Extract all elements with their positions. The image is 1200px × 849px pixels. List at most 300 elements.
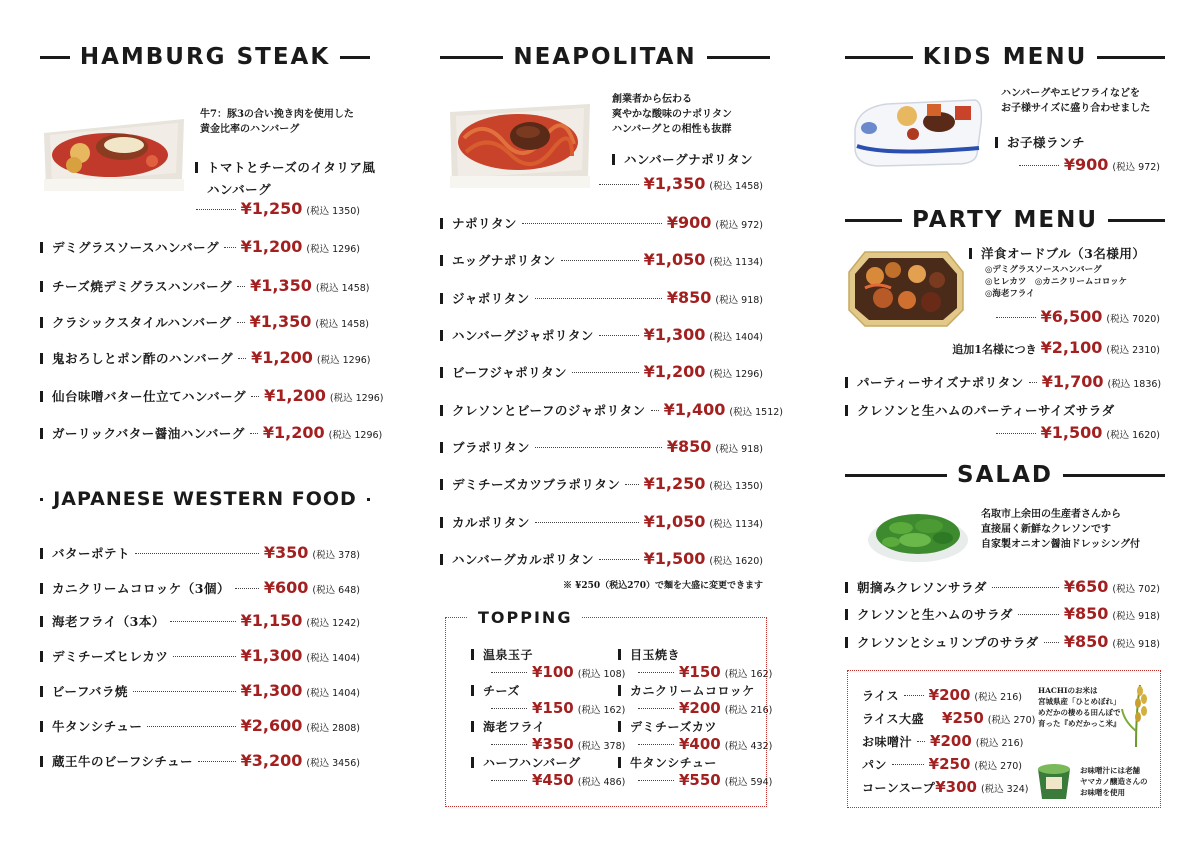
menu-item[interactable]: [845, 577, 1160, 597]
menu-item[interactable]: [40, 611, 360, 631]
neapolitan-desc: [612, 92, 732, 137]
item-tax: (税込 1404): [709, 332, 763, 343]
item-price: ¥250: [942, 709, 984, 727]
item-name: ブラポリタン: [452, 440, 531, 455]
item-tax: (税込 216): [975, 738, 1024, 749]
item-price: ¥1,500: [1040, 423, 1103, 442]
note-line: お味噌汁には老舗: [1080, 766, 1140, 775]
item-price: ¥900: [1063, 155, 1109, 174]
item-price: ¥850: [666, 288, 712, 307]
item-tax: (税込 1458): [709, 181, 763, 192]
hamburg-photo: [40, 115, 188, 193]
menu-item[interactable]: [40, 237, 360, 257]
item-tax: (税込 162): [724, 669, 773, 680]
item-tax: (税込 1134): [709, 257, 763, 268]
side-item[interactable]: [862, 755, 1022, 773]
item-price: ¥300: [935, 778, 977, 796]
bullet-mark: [618, 649, 621, 660]
menu-item[interactable]: [845, 604, 1160, 624]
desc-line: ハンバーグとの相性も抜群: [612, 124, 732, 135]
item-tax: (税込 1296): [316, 355, 371, 366]
item-tax: (税込 108): [577, 669, 626, 680]
desc-line: 直接届く新鮮なクレソンです: [981, 524, 1111, 535]
item-price: ¥1,200: [643, 362, 706, 381]
menu-item[interactable]: [440, 437, 763, 457]
item-name: クレソンとシュリンプのサラダ: [857, 635, 1039, 650]
topping-price-row: [486, 663, 625, 681]
item-name: ジャポリタン: [452, 291, 530, 306]
item-name: 海老フライ: [483, 720, 546, 734]
desc-line: 黄金比率のハンバーグ: [200, 124, 300, 135]
item-tax: (税込 1836): [1107, 379, 1162, 390]
japanese-title: JAPANESE WESTERN FOOD: [53, 488, 357, 510]
item-price: ¥400: [679, 735, 721, 753]
item-price: ¥850: [1063, 604, 1109, 623]
bullet-mark: [845, 637, 848, 648]
dot-leader: [1019, 165, 1059, 166]
neapolitan-feature-price: [594, 174, 763, 193]
bullet-mark: [440, 218, 443, 229]
item-tax: (税込 324): [980, 784, 1029, 795]
topping-item[interactable]: [618, 718, 717, 735]
miso-cup-icon: [1034, 759, 1074, 803]
bullet-mark: [618, 757, 621, 768]
item-name: デミチーズカツ: [630, 720, 717, 734]
item-tax: (税込 1620): [709, 556, 763, 567]
note-line: めだかの棲める田んぼで: [1038, 708, 1121, 717]
menu-item[interactable]: [440, 362, 763, 382]
item-tax: (税込 918): [1112, 639, 1160, 650]
item-tax: (税込 432): [724, 741, 773, 752]
desc-line: 自家製オニオン醤油ドレッシング付: [981, 539, 1141, 550]
item-tax: (税込 972): [1112, 162, 1160, 173]
column-left: [40, 0, 384, 849]
bullet-mark: [471, 685, 474, 696]
dot-leader: [992, 587, 1059, 588]
item-price: ¥1,700: [1041, 372, 1104, 391]
dot-leader: [198, 761, 236, 762]
dot-leader: [491, 672, 527, 673]
bullet-mark: [195, 162, 198, 173]
side-item[interactable]: [862, 778, 1029, 796]
menu-item[interactable]: [40, 681, 360, 701]
menu-item[interactable]: [40, 716, 360, 736]
menu-item[interactable]: [40, 276, 370, 296]
dot-leader: [535, 298, 662, 299]
neapolitan-feature[interactable]: [612, 150, 770, 170]
menu-item[interactable]: [40, 348, 371, 368]
dot-leader: [599, 184, 639, 185]
topping-price-row: [633, 699, 772, 717]
item-name: デミグラスソースハンバーグ: [52, 240, 220, 255]
desc-line: お子様サイズに盛り合わせました: [1001, 103, 1151, 114]
item-price: ¥450: [532, 771, 574, 789]
item-price: ¥1,200: [251, 348, 313, 367]
bullet-mark: [471, 721, 474, 732]
dot-leader: [235, 588, 259, 589]
dot-leader: [491, 708, 527, 709]
item-name: ライス大盛: [862, 712, 925, 726]
item-name: チーズ: [483, 684, 520, 698]
item-name: お味噌汁: [862, 735, 913, 749]
bullet-mark: [440, 330, 443, 341]
divider: [340, 56, 370, 59]
dot-leader: [638, 744, 674, 745]
item-name: ライス: [862, 689, 900, 703]
salad-header: [845, 460, 1165, 490]
item-tax: (税込 1620): [1106, 430, 1160, 441]
topping-price-row: [486, 771, 625, 789]
bullet-mark: [40, 583, 43, 594]
kids-item[interactable]: [995, 133, 1165, 153]
menu-item[interactable]: [845, 372, 1160, 392]
bullet-mark: [845, 405, 848, 416]
desc-line: 名取市上余田の生産者さんから: [981, 509, 1121, 520]
item-tax: (税込 702): [1112, 584, 1160, 595]
item-price: ¥1,500: [643, 549, 706, 568]
divider: [1108, 219, 1165, 222]
item-tax: (税込 1404): [306, 653, 360, 664]
note-line: 育った『めだかっこ米』: [1038, 719, 1121, 728]
kids-title: KIDS MENU: [922, 44, 1088, 70]
hamburg-desc: [200, 107, 354, 137]
dot-leader: [196, 209, 236, 210]
kids-item-price: [1014, 155, 1160, 174]
item-name: バターポテト: [52, 546, 131, 561]
topping-item[interactable]: [618, 646, 680, 663]
neapolitan-header: [440, 42, 770, 72]
item-name: ハンバーグジャポリタン: [452, 328, 594, 343]
party-title: PARTY MENU: [911, 207, 1099, 233]
hamburg-feature-price: [191, 199, 360, 218]
item-price: ¥900: [666, 213, 712, 232]
item-name: クラシックスタイルハンバーグ: [52, 315, 232, 330]
dot-leader: [892, 764, 924, 765]
item-name: エッグナポリタン: [452, 253, 556, 268]
menu-item[interactable]: [440, 549, 763, 569]
desc-line: ハンバーグやエビフライなどを: [1001, 88, 1140, 99]
dot-leader: [237, 322, 245, 323]
item-name: ハーフハンバーグ: [483, 756, 581, 770]
divider: [845, 56, 913, 59]
dot-leader: [491, 744, 527, 745]
party-header: [845, 205, 1165, 235]
menu-item[interactable]: [40, 423, 383, 443]
item-tax: (税込 918): [715, 295, 763, 306]
item-tax: (税込 1134): [709, 519, 763, 530]
item-name: カニクリームコロッケ（3個）: [52, 581, 230, 596]
party-feature-price: [991, 307, 1160, 326]
hamburg-feature[interactable]: [195, 158, 376, 178]
contents-line: ◎デミグラスソースハンバーグ: [985, 265, 1102, 275]
item-price: ¥1,200: [264, 386, 326, 405]
item-price: ¥1,250: [643, 474, 706, 493]
dot-leader: [651, 410, 659, 411]
item-name: 温泉玉子: [483, 648, 534, 662]
topping-price-row: [486, 699, 625, 717]
dot-leader: [133, 691, 236, 692]
salad-title: SALAD: [957, 462, 1053, 488]
item-tax: (税込 1296): [329, 393, 384, 404]
item-tax: (税込 2310): [1106, 345, 1160, 356]
bullet-mark: [471, 649, 474, 660]
menu-item[interactable]: [440, 400, 783, 420]
menu-item[interactable]: [40, 578, 360, 598]
dot-leader: [996, 317, 1036, 318]
dot-leader: [535, 447, 662, 448]
sides-box: [847, 670, 1161, 808]
dot-leader: [251, 396, 259, 397]
item-name: クレソンとビーフのジャポリタン: [452, 403, 646, 418]
dot-leader: [491, 780, 527, 781]
item-name: 海老フライ（3本）: [52, 614, 165, 629]
desc-line: 創業者から伝わる: [612, 94, 692, 105]
divider: [367, 498, 370, 501]
neapolitan-photo: [444, 98, 594, 190]
bullet-mark: [845, 377, 848, 388]
item-tax: (税込 1350): [306, 206, 360, 217]
divider: [707, 56, 770, 59]
topping-item[interactable]: [618, 682, 755, 699]
bullet-mark: [40, 616, 43, 627]
dot-leader: [1018, 614, 1059, 615]
divider: [845, 474, 947, 477]
item-price: ¥1,200: [262, 423, 325, 442]
item-price: ¥350: [532, 735, 574, 753]
item-tax: (税込 918): [1112, 611, 1160, 622]
dot-leader: [599, 335, 639, 336]
item-tax: (税込 378): [577, 741, 626, 752]
item-price: ¥3,200: [240, 751, 303, 770]
miso-note: [1080, 765, 1148, 798]
column-middle: [440, 0, 783, 849]
dot-leader: [996, 433, 1036, 434]
menu-item[interactable]: [40, 646, 360, 666]
item-tax: (税込 1296): [306, 244, 360, 255]
bullet-mark: [440, 479, 443, 490]
menu-item[interactable]: [440, 325, 763, 345]
dot-leader: [638, 708, 674, 709]
topping-price-row: [633, 663, 772, 681]
party-photo: [847, 246, 965, 330]
menu-item[interactable]: [440, 250, 763, 270]
menu-item[interactable]: [440, 512, 763, 532]
item-tax: (税込 2808): [306, 723, 360, 734]
item-price: ¥1,200: [240, 237, 303, 256]
note-line: 宮城県産「ひとめぼれ」: [1038, 697, 1121, 706]
menu-item[interactable]: [845, 632, 1160, 652]
item-tax: (税込 270): [987, 715, 1036, 726]
item-price: ¥850: [666, 437, 712, 456]
party-feature[interactable]: [969, 244, 1165, 264]
menu-item[interactable]: [845, 401, 1165, 421]
dot-leader: [625, 484, 638, 485]
rice-plant-icon: [1118, 681, 1154, 747]
item-price: ¥1,350: [249, 312, 312, 331]
item-price: ¥200: [928, 686, 971, 704]
item-name: 鬼おろしとポン酢のハンバーグ: [52, 351, 234, 366]
bullet-mark: [440, 517, 443, 528]
item-tax: (税込 378): [312, 550, 360, 561]
item-name: 目玉焼き: [630, 648, 681, 662]
kids-desc: [1001, 86, 1150, 116]
item-price: ¥1,350: [250, 276, 312, 295]
item-price: ¥650: [1063, 577, 1109, 596]
contents-line: ◎ヒレカツ ◎カニクリームコロッケ: [985, 277, 1128, 287]
menu-item[interactable]: [440, 288, 763, 308]
item-tax: (税込 648): [312, 585, 360, 596]
menu-item[interactable]: [40, 751, 360, 771]
item-name: 洋食オードブル（3名様用）: [981, 246, 1146, 261]
item-name: コーンスープ: [862, 781, 936, 795]
item-tax: (税込 1242): [306, 618, 360, 629]
bullet-mark: [40, 756, 43, 767]
item-price: ¥2,600: [240, 716, 303, 735]
item-tax: (税込 1458): [315, 283, 370, 294]
dot-leader: [599, 559, 639, 560]
item-tax: (税込 918): [715, 444, 763, 455]
item-name: 仙台味噌バター仕立てハンバーグ: [52, 389, 247, 404]
bullet-mark: [40, 548, 43, 559]
item-name: ハンバーグカルポリタン: [452, 552, 595, 567]
bullet-mark: [440, 255, 443, 266]
item-tax: (税込 162): [577, 705, 626, 716]
dot-leader: [1029, 382, 1037, 383]
menu-item[interactable]: [40, 312, 369, 332]
bullet-mark: [40, 391, 43, 402]
item-name: トマトとチーズのイタリア風: [207, 160, 376, 175]
kids-header: [845, 42, 1165, 72]
item-name: ナポリタン: [452, 216, 518, 231]
dot-leader: [638, 780, 674, 781]
item-price: ¥1,300: [643, 325, 706, 344]
side-item[interactable]: [862, 709, 1036, 727]
party-extra: [952, 338, 1160, 357]
party-contents: [985, 264, 1127, 300]
item-name: パーティーサイズナポリタン: [857, 375, 1024, 390]
bullet-mark: [40, 353, 43, 364]
bullet-mark: [40, 317, 43, 328]
dot-leader: [561, 260, 639, 261]
dot-leader: [238, 358, 246, 359]
item-price: ¥150: [679, 663, 721, 681]
item-name: 朝摘みクレソンサラダ: [857, 580, 987, 595]
dot-leader: [1044, 642, 1059, 643]
bullet-mark: [440, 442, 443, 453]
topping-item[interactable]: [471, 754, 581, 771]
bullet-mark: [440, 405, 443, 416]
item-tax: (税込 216): [974, 692, 1022, 703]
dot-leader: [147, 726, 235, 727]
bullet-mark: [995, 137, 998, 148]
item-name: チーズ焼デミグラスハンバーグ: [52, 279, 233, 294]
dot-leader: [173, 656, 235, 657]
note-line: HACHIのお米は: [1038, 686, 1098, 695]
salad-photo: [865, 500, 971, 566]
item-name: カニクリームコロッケ: [630, 684, 755, 698]
divider: [1063, 474, 1165, 477]
side-item[interactable]: [862, 686, 1022, 704]
topping-title: TOPPING: [468, 608, 582, 627]
topping-price-row: [633, 735, 772, 753]
bullet-mark: [845, 582, 848, 593]
topping-item[interactable]: [471, 646, 533, 663]
item-name: パン: [862, 758, 888, 772]
side-item[interactable]: [862, 732, 1022, 750]
bullet-mark: [618, 721, 621, 732]
item-name: 牛タンシチュー: [630, 756, 717, 770]
rice-note: [1038, 685, 1121, 729]
item-price: ¥6,500: [1040, 307, 1103, 326]
item-price: ¥1,250: [240, 199, 303, 218]
bullet-mark: [40, 651, 43, 662]
item-tax: (税込 972): [715, 220, 763, 231]
menu-item[interactable]: [40, 543, 360, 563]
topping-item[interactable]: [618, 754, 717, 771]
dot-leader: [237, 286, 245, 287]
item-name: ハンバーグナポリタン: [624, 152, 754, 167]
menu-item[interactable]: [440, 474, 763, 494]
item-name: デミチーズヒレカツ: [52, 649, 169, 664]
item-name: ハンバーグ: [207, 182, 272, 197]
item-name: 牛タンシチュー: [52, 719, 143, 734]
topping-item[interactable]: [471, 682, 520, 699]
dot-leader: [638, 672, 674, 673]
bullet-mark: [618, 685, 621, 696]
topping-box: [445, 608, 773, 807]
kids-photo: [847, 90, 985, 172]
item-price: ¥1,050: [643, 512, 706, 531]
item-tax: (税込 216): [724, 705, 773, 716]
bullet-mark: [40, 686, 43, 697]
bullet-mark: [845, 609, 848, 620]
item-name: クレソンと生ハムのパーティーサイズサラダ: [857, 403, 1115, 418]
topping-item[interactable]: [471, 718, 545, 735]
item-price: ¥1,150: [240, 611, 303, 630]
bullet-mark: [969, 248, 972, 259]
dot-leader: [522, 223, 662, 224]
extra-label: 追加1名様につき: [952, 343, 1037, 356]
dot-leader: [135, 553, 259, 554]
topping-price-row: [486, 735, 625, 753]
dot-leader: [917, 741, 925, 742]
item-price: ¥200: [679, 699, 721, 717]
menu-item[interactable]: [40, 386, 384, 406]
item-tax: (税込 3456): [306, 758, 360, 769]
item-tax: (税込 594): [724, 777, 773, 788]
salad-desc: [981, 507, 1140, 552]
note-line: お味噌を使用: [1080, 788, 1125, 797]
bullet-mark: [40, 428, 43, 439]
item-tax: (税込 1350): [709, 481, 763, 492]
item-price: ¥1,300: [240, 681, 303, 700]
dot-leader: [535, 522, 639, 523]
item-name: 蔵王牛のビーフシチュー: [52, 754, 194, 769]
item-price: ¥350: [263, 543, 309, 562]
japanese-header: [40, 484, 370, 514]
item-tax: (税込 486): [577, 777, 626, 788]
item-name: デミチーズカツブラポリタン: [452, 477, 621, 492]
item-name: ガーリックバター醤油ハンバーグ: [52, 426, 245, 441]
item-price: ¥250: [928, 755, 971, 773]
bullet-mark: [440, 293, 443, 304]
menu-item[interactable]: [440, 213, 763, 233]
divider: [845, 219, 902, 222]
dot-leader: [170, 621, 236, 622]
large-portion-note: ※ ¥250（税込270）で麺を大盛に変更できます: [563, 581, 763, 591]
item-price: ¥1,050: [643, 250, 706, 269]
item-tax: (税込 270): [974, 761, 1022, 772]
